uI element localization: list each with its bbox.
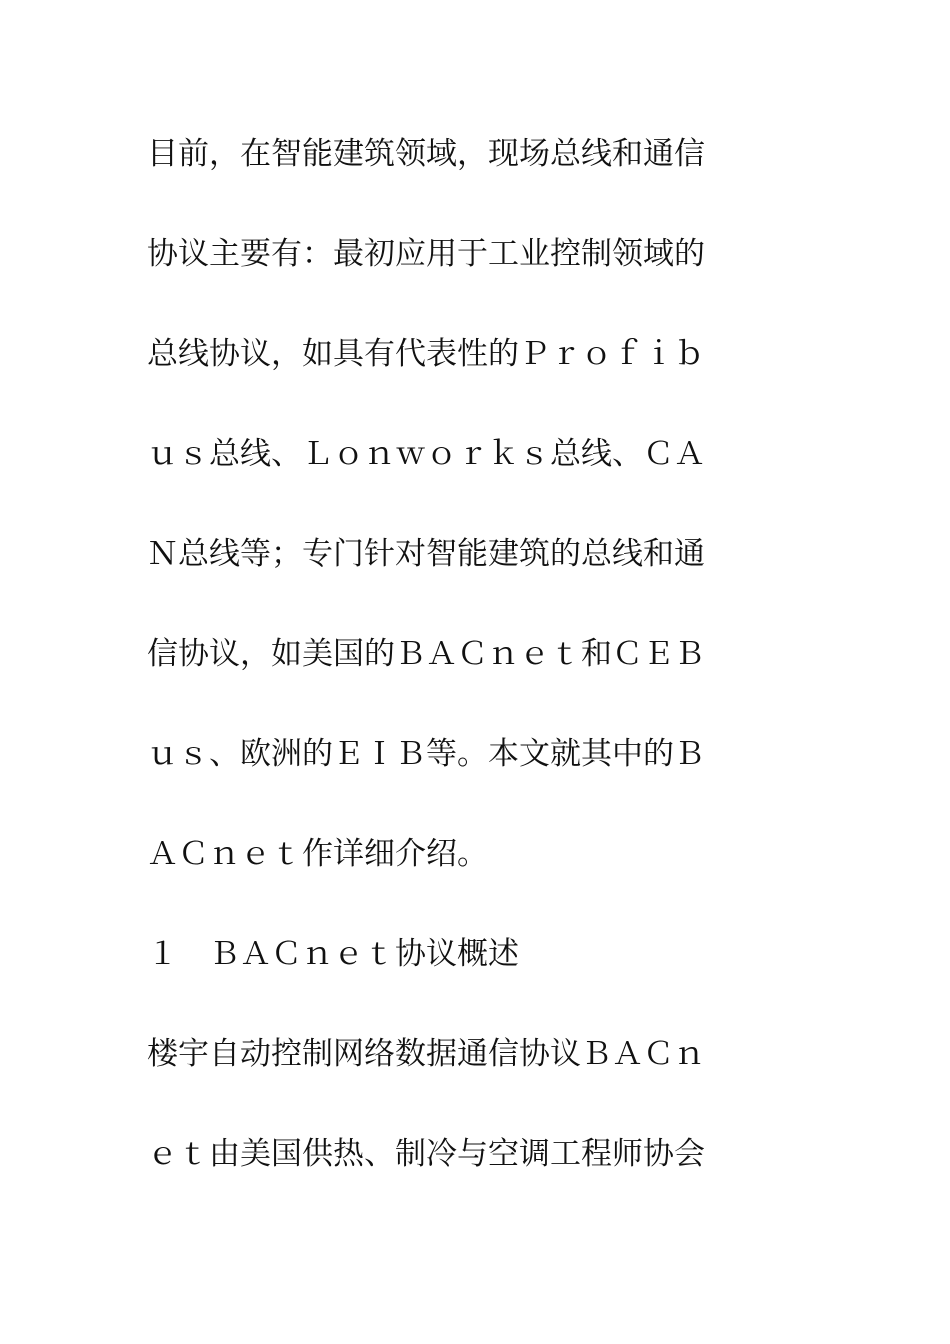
paragraph-line: 目前，在智能建筑领域，现场总线和通信 — [147, 136, 705, 172]
paragraph-line: 楼宇自动控制网络数据通信协议ＢＡＣｎ — [147, 1036, 705, 1072]
paragraph-line: 总线协议，如具有代表性的Ｐｒｏｆｉｂ — [147, 336, 705, 372]
body-text — [147, 122, 787, 1222]
section-heading: １ ＢＡＣｎｅｔ协议概述 — [147, 936, 519, 972]
paragraph-line: Ｎ总线等；专门针对智能建筑的总线和通 — [147, 536, 705, 572]
paragraph-line: ｅｔ由美国供热、制冷与空调工程师协会 — [147, 1136, 705, 1172]
paragraph-line: ｕｓ总线、Ｌｏｎｗｏｒｋｓ总线、ＣＡ — [147, 436, 705, 472]
paragraph-line: 协议主要有：最初应用于工业控制领域的 — [147, 236, 705, 272]
paragraph-line: ｕｓ、欧洲的ＥＩＢ等。本文就其中的Ｂ — [147, 736, 705, 772]
paragraph-line: 信协议，如美国的ＢＡＣｎｅｔ和ＣＥＢ — [147, 636, 705, 672]
paragraph-line: ＡＣｎｅｔ作详细介绍。 — [147, 836, 488, 872]
